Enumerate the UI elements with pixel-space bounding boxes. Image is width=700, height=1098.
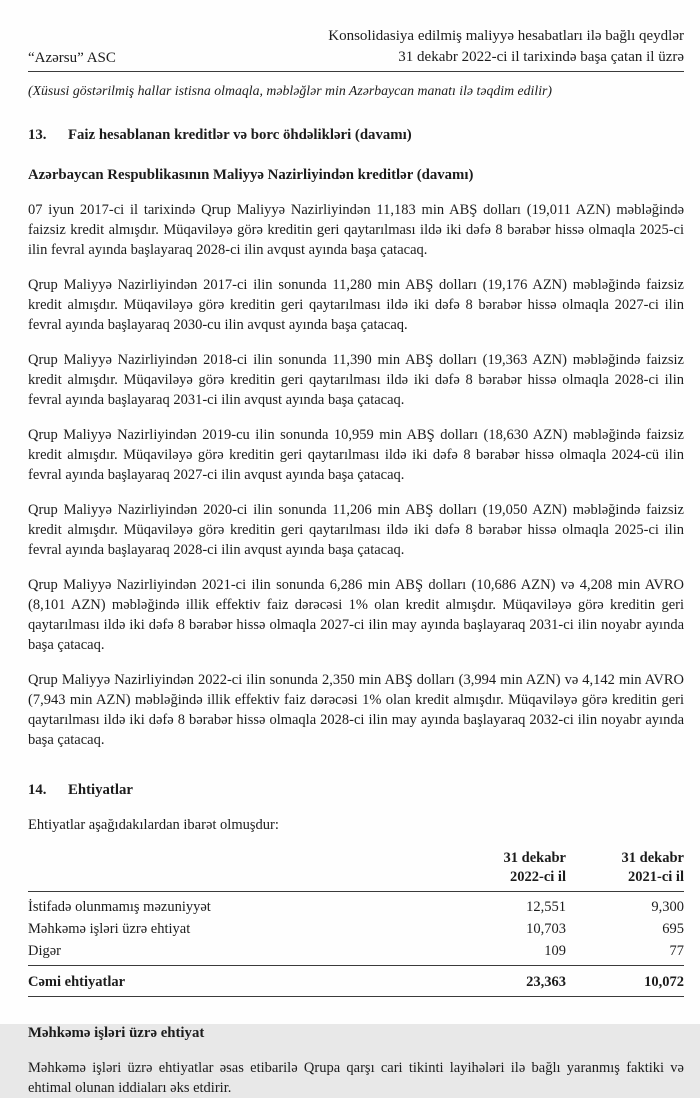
table-row-total — [28, 966, 684, 997]
row-value-2022: 109 — [544, 943, 566, 959]
section-14-heading — [28, 780, 684, 800]
credit-paragraph-2017-june: 07 iyun 2017-ci il tarixində Qrup Maliyyə Nazirliyindən 11,183 min ABŞ dolları (19,011 AZN) məbləğində faizsiz kredit almışdır. Müqaviləyə görə kreditin geri qaytarılması ildə iki dəfə 8 bərabər hissə olmaqla 2025-ci ilin fevral ayında başlayaraq 2028-ci ilin avqust ayında başa çatacaq. — [28, 202, 684, 258]
litigation-paragraph: Məhkəmə işləri üzrə ehtiyatlar əsas etibarilə Qrupa qarşı cari tikinti layihələri ilə bağlı yaranmış faktiki və ehtimal olunan iddiaları əks etdirir. — [28, 1060, 684, 1096]
provisions-table — [28, 849, 684, 997]
total-value-2022: 23,363 — [526, 974, 566, 990]
report-title-line1: Konsolidasiya edilmiş maliyyə hesabatları ilə bağlı qeydlər — [328, 28, 684, 44]
row-label: Məhkəmə işləri üzrə ehtiyat — [28, 921, 191, 937]
provisions-intro: Ehtiyatlar aşağıdakılardan ibarət olmuşdur: — [28, 817, 279, 833]
credit-paragraph-2017-end: Qrup Maliyyə Nazirliyindən 2017-ci ilin sonunda 11,280 min ABŞ dolları (19,176 AZN) məbləğində faizsiz kredit almışdır. Müqaviləyə görə kreditin geri qaytarılması ildə iki dəfə 8 bərabər hissə olmaqla 2027-ci ilin fevral ayında başlayaraq 2030-cu ilin avqust ayında başa çatacaq. — [28, 277, 684, 333]
section-13-title: Faiz hesablanan kreditlər və borc öhdəlikləri (davamı) — [68, 127, 412, 143]
row-value-2021: 77 — [669, 943, 684, 959]
row-value-2022: 10,703 — [526, 921, 566, 937]
section-13-heading — [28, 125, 684, 145]
currency-note: (Xüsusi göstərilmiş hallar istisna olmaqla, məbləğlər min Azərbaycan manatı ilə təqdim edilir) — [28, 83, 552, 98]
report-title-line2: 31 dekabr 2022-ci il tarixində başa çatan il üzrə — [398, 49, 684, 65]
credit-paragraph-2019-end: Qrup Maliyyə Nazirliyindən 2019-cu ilin sonunda 10,959 min ABŞ dolları (18,630 AZN) məbləğində faizsiz kredit almışdır. Müqaviləyə görə kreditin geri qaytarılması ildə iki dəfə 8 bərabər hissə olmaqla 2024-cü ilin fevral ayında başlayaraq 2027-ci ilin avqust ayında başa çatacaq. — [28, 427, 684, 483]
company-name: “Azərsu” ASC — [28, 50, 116, 66]
row-value-2021: 9,300 — [651, 899, 684, 915]
credit-paragraph-2022-end: Qrup Maliyyə Nazirliyindən 2022-ci ilin sonunda 2,350 min ABŞ dolları (3,994 min AZN) və 4,142 min AVRO (7,943 min AZN) məbləğində illik effektiv faiz dərəcəsi 1% olan kredit almışdır. Müqaviləyə görə kreditin geri qaytarılması ildə iki dəfə 8 bərabər hissə olmaqla 2028-ci ilin may ayında başlayaraq 2032-ci ilin noyabr ayında başa çatacaq. — [28, 672, 684, 748]
row-value-2022: 12,551 — [526, 899, 566, 915]
credit-paragraph-2018-end: Qrup Maliyyə Nazirliyindən 2018-ci ilin sonunda 11,390 min ABŞ dolları (19,363 AZN) məbləğində faizsiz kredit almışdır. Müqaviləyə görə kreditin geri qaytarılması ildə iki dəfə 8 bərabər hissə olmaqla 2028-ci ilin fevral ayında başlayaraq 2031-ci ilin avqust ayında başa çatacaq. — [28, 352, 684, 408]
section-13-number: 13. — [28, 127, 47, 143]
table-row-unused-vacation — [28, 896, 684, 918]
row-label: Digər — [28, 943, 62, 959]
litigation-subheading: Məhkəmə işləri üzrə ehtiyat — [28, 1025, 205, 1041]
section-14-number: 14. — [28, 782, 47, 798]
row-label: İstifadə olunmamış məzuniyyət — [28, 899, 211, 915]
provisions-table-body — [28, 892, 684, 966]
provisions-table-header-row — [28, 849, 684, 892]
table-row-other — [28, 940, 684, 962]
row-value-2021: 695 — [662, 921, 684, 937]
total-label: Cəmi ehtiyatlar — [28, 974, 126, 990]
table-row-litigation — [28, 918, 684, 940]
section-13-subtitle: Azərbaycan Respublikasının Maliyyə Nazirliyindən kreditlər (davamı) — [28, 167, 474, 183]
credit-paragraph-2020-end: Qrup Maliyyə Nazirliyindən 2020-ci ilin sonunda 11,206 min ABŞ dolları (19,050 AZN) məbləğində faizsiz kredit almışdır. Müqaviləyə görə kreditin geri qaytarılması ildə iki dəfə 8 bərabər hissə olmaqla 2025-ci ilin fevral ayında başlayaraq 2028-ci ilin avqust ayında başa çatacaq. — [28, 502, 684, 558]
column-header-2022: 31 dekabr 2022-ci il — [503, 850, 566, 885]
credit-paragraph-2021-end: Qrup Maliyyə Nazirliyindən 2021-ci ilin sonunda 6,286 min ABŞ dolları (10,686 AZN) və 4,208 min AVRO (8,101 AZN) məbləğində illik effektiv faiz dərəcəsi 1% olan kredit almışdır. Müqaviləyə görə kreditin geri qaytarılması ildə iki dəfə 8 bərabər hissə olmaqla 2027-ci ilin may ayında başlayaraq 2031-ci ilin noyabr ayında başa çatacaq. — [28, 577, 684, 653]
page-header — [28, 26, 684, 72]
column-header-2021: 31 dekabr 2021-ci il — [621, 850, 684, 885]
section-14-title: Ehtiyatlar — [68, 782, 133, 798]
total-value-2021: 10,072 — [644, 974, 684, 990]
